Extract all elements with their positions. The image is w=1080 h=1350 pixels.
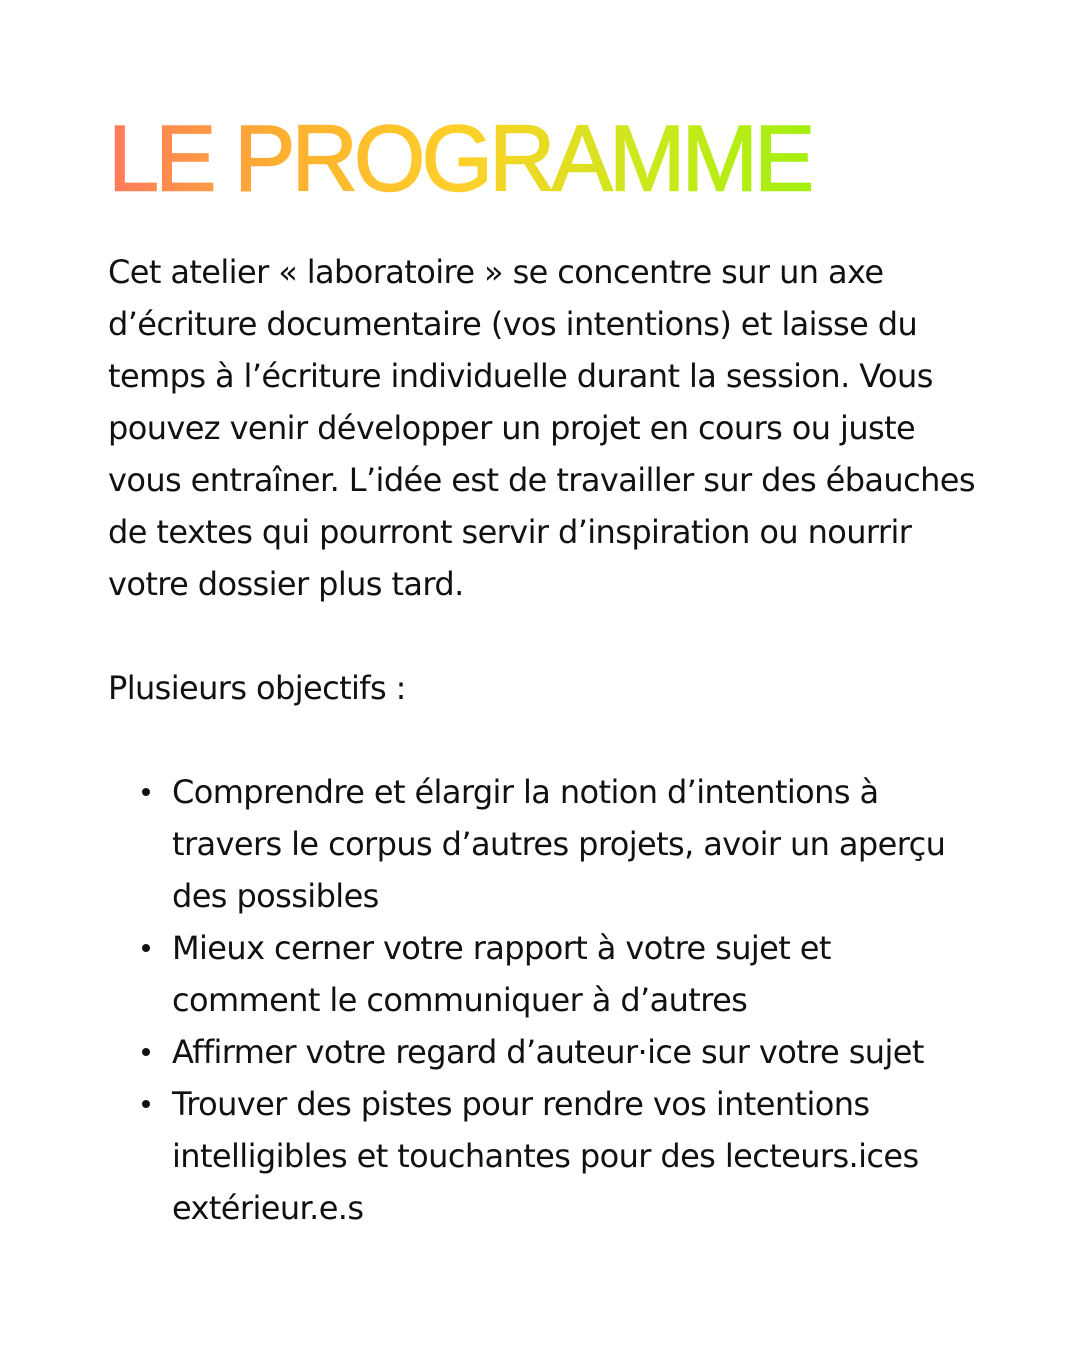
page-title: LE PROGRAMME <box>108 106 812 212</box>
bullet-icon <box>142 1048 150 1056</box>
body-content <box>108 246 988 1234</box>
list-item-text: Mieux cerner votre rapport à votre sujet et comment le communiquer à d’autres <box>172 929 831 1019</box>
bullet-icon <box>142 944 150 952</box>
list-item-text: Trouver des pistes pour rendre vos intentions intelligibles et touchantes pour des lecteurs.ices extérieur.e.s <box>172 1085 919 1227</box>
bullet-icon <box>142 1100 150 1108</box>
list-item <box>172 766 988 922</box>
objectives-label: Plusieurs objectifs : <box>108 669 406 707</box>
list-item <box>172 1078 988 1234</box>
objectives-list <box>108 766 988 1234</box>
list-item <box>172 1026 988 1078</box>
list-item <box>172 922 988 1026</box>
bullet-icon <box>142 788 150 796</box>
intro-paragraph: Cet atelier « laboratoire » se concentre sur un axe d’écriture documentaire (vos intentions) et laisse du temps à l’écriture individuelle durant la session. Vous pouvez venir développer un projet en cours ou juste vous entraîner. L’idée est de travailler sur des ébauches de textes qui pourront servir d’inspiration ou nourrir votre dossier plus tard. <box>108 253 975 603</box>
list-item-text: Affirmer votre regard d’auteur·ice sur votre sujet <box>172 1033 924 1071</box>
list-item-text: Comprendre et élargir la notion d’intentions à travers le corpus d’autres projets, avoir un aperçu des possibles <box>172 773 946 915</box>
